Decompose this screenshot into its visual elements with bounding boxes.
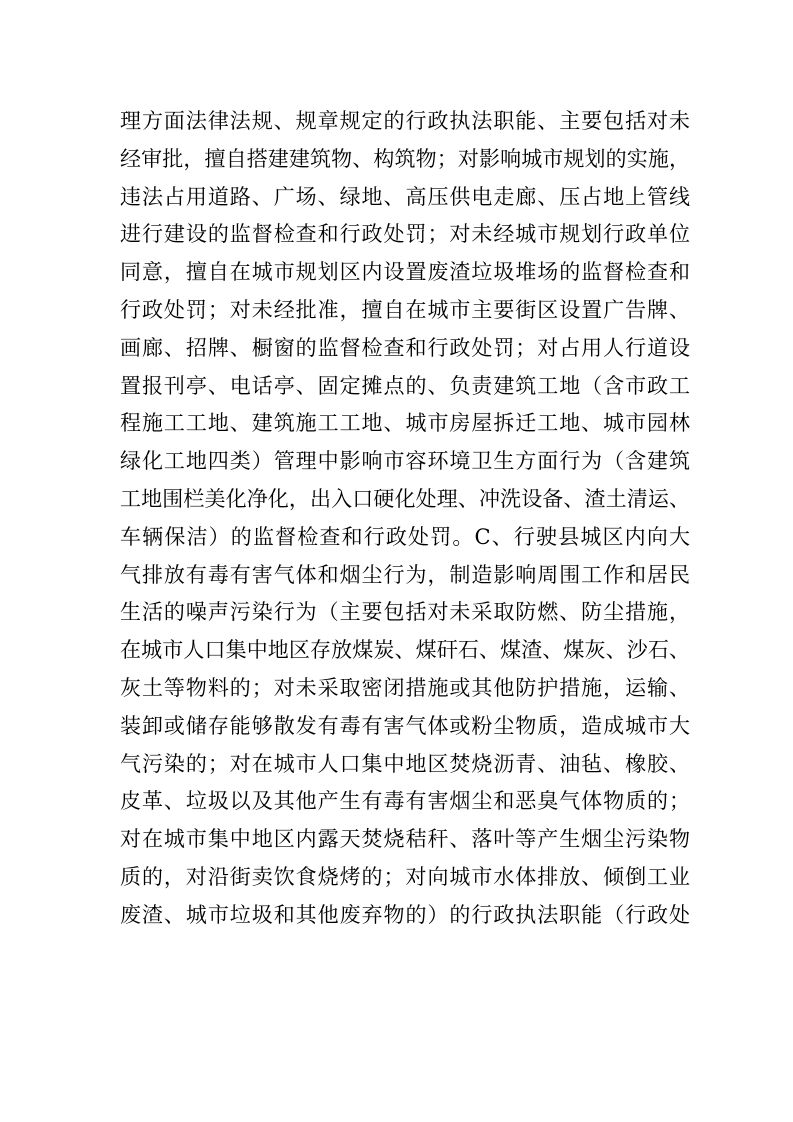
- body-text: [120, 103, 690, 935]
- text-line: 装卸或储存能够散发有毒有害气体或粉尘物质，造成城市大: [120, 713, 690, 738]
- text-line: 工地围栏美化净化，出入口硬化处理、冲洗设备、渣土清运、: [120, 486, 690, 511]
- text-line: 经审批，擅自搭建建筑物、构筑物；对影响城市规划的实施，: [120, 146, 690, 171]
- text-line: 同意，擅自在城市规划区内设置废渣垃圾堆场的监督检查和: [120, 260, 690, 285]
- text-line: 气污染的；对在城市人口集中地区焚烧沥青、油毡、橡胶、: [120, 751, 690, 776]
- text-line: 灰土等物料的；对未采取密闭措施或其他防护措施，运输、: [120, 675, 690, 700]
- text-line: 对在城市集中地区内露天焚烧秸秆、落叶等产生烟尘污染物: [120, 827, 690, 852]
- text-line: 置报刊亭、电话亭、固定摊点的、负责建筑工地（含市政工: [120, 373, 690, 398]
- text-line: 质的，对沿街卖饮食烧烤的；对向城市水体排放、倾倒工业: [120, 864, 690, 889]
- text-line: 绿化工地四类）管理中影响市容环境卫生方面行为（含建筑: [120, 449, 690, 474]
- text-line: 皮革、垃圾以及其他产生有毒有害烟尘和恶臭气体物质的；: [120, 789, 690, 814]
- text-line: 进行建设的监督检查和行政处罚；对未经城市规划行政单位: [120, 222, 690, 247]
- text-line: 车辆保洁）的监督检查和行政处罚。C、行驶县城区内向大: [120, 524, 690, 549]
- text-line: 违法占用道路、广场、绿地、高压供电走廊、压占地上管线: [120, 184, 690, 209]
- text-line: 生活的噪声污染行为（主要包括对未采取防燃、防尘措施，: [120, 600, 690, 625]
- text-line: 程施工工地、建筑施工工地、城市房屋拆迁工地、城市园林: [120, 411, 690, 436]
- text-line: 画廊、招牌、橱窗的监督检查和行政处罚；对占用人行道设: [120, 335, 690, 360]
- text-line: 气排放有毒有害气体和烟尘行为，制造影响周围工作和居民: [120, 562, 690, 587]
- text-line: 废渣、城市垃圾和其他废弃物的）的行政执法职能（行政处: [120, 902, 690, 927]
- text-line: 在城市人口集中地区存放煤炭、煤矸石、煤渣、煤灰、沙石、: [120, 638, 690, 663]
- text-line: 行政处罚；对未经批准，擅自在城市主要街区设置广告牌、: [120, 297, 690, 322]
- text-line: 理方面法律法规、规章规定的行政执法职能、主要包括对未: [120, 109, 690, 133]
